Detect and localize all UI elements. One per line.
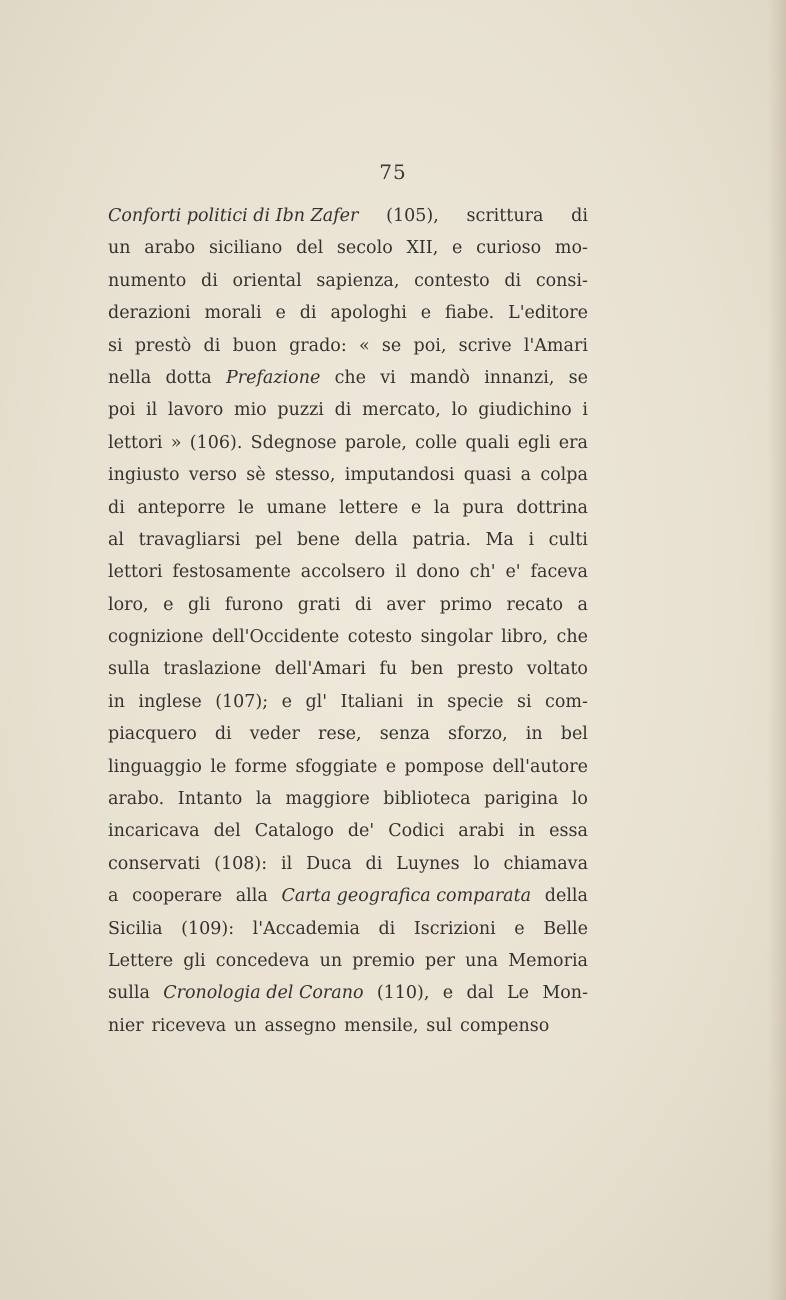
text-word: curioso — [476, 238, 542, 259]
text-word: Conforti politici di Ibn Zafer — [108, 206, 359, 226]
text-word: presto — [456, 659, 514, 680]
text-word: numento — [108, 270, 187, 291]
text-word: e' — [505, 562, 521, 583]
text-word: di — [201, 270, 218, 291]
text-word: il — [395, 562, 407, 583]
text-word: di — [108, 497, 125, 518]
text-word: l'Accademia — [252, 918, 360, 939]
text-word: si — [108, 335, 123, 356]
text-line — [108, 200, 588, 232]
text-word: al — [108, 529, 125, 550]
text-line — [108, 589, 588, 621]
text-word: patria. — [412, 529, 471, 550]
text-word: oriental — [232, 270, 302, 291]
text-word: Le — [507, 983, 530, 1004]
text-word: arabo. — [108, 789, 165, 810]
text-word: umane — [266, 497, 327, 518]
text-word: poi, — [413, 335, 447, 356]
text-line — [108, 556, 588, 588]
text-word: arabi — [458, 821, 505, 842]
text-word: sul — [426, 1015, 453, 1036]
page-edge-shadow — [768, 0, 786, 1300]
text-word: i — [528, 529, 535, 550]
text-line — [108, 427, 588, 459]
text-line — [108, 394, 588, 426]
text-word: di — [354, 594, 372, 615]
text-word: lo — [473, 853, 490, 874]
text-word: chiamava — [503, 853, 588, 874]
text-line — [108, 945, 588, 977]
text-word: de' — [347, 821, 375, 842]
text-word: Catalogo — [254, 821, 334, 842]
text-word: della — [354, 529, 398, 550]
text-word: pel — [255, 529, 283, 550]
text-word: ingiusto — [108, 465, 180, 486]
page-number: 75 — [379, 160, 407, 184]
text-word: ch' — [469, 562, 496, 583]
text-word: il — [146, 400, 158, 421]
text-word: Cronologia del Corano — [163, 983, 364, 1004]
text-line — [108, 330, 588, 362]
text-word: in — [518, 821, 536, 842]
text-word: di — [378, 918, 396, 939]
text-word: e — [281, 691, 292, 712]
text-word: ben — [410, 659, 444, 680]
text-word: colle — [415, 432, 458, 453]
text-word: cotesto — [347, 627, 413, 648]
text-word: gli — [183, 950, 206, 971]
text-word: e — [275, 303, 286, 324]
text-line — [108, 718, 588, 750]
text-word: accolsero — [300, 562, 386, 583]
text-word: colpa — [540, 465, 588, 486]
text-word: dottrina — [516, 497, 588, 518]
text-word: una — [465, 950, 499, 971]
text-word: (110), — [376, 983, 430, 1004]
text-word: lettere — [339, 497, 399, 518]
text-word: lo — [451, 400, 468, 421]
text-line — [108, 621, 588, 653]
text-word: incaricava — [108, 821, 200, 842]
text-word: nier — [108, 1015, 144, 1036]
text-word: e — [163, 594, 174, 615]
text-word: voltato — [526, 659, 588, 680]
text-word: in — [525, 724, 543, 745]
text-word: (107); — [215, 691, 269, 712]
text-word: conservati — [108, 853, 201, 874]
text-word: e — [452, 238, 463, 259]
text-word: un — [319, 950, 343, 971]
text-word: di — [203, 335, 221, 356]
text-word: poi — [108, 400, 136, 421]
text-word: maggiore — [285, 789, 370, 810]
text-word: rese, — [317, 724, 362, 745]
body-text — [108, 200, 588, 1042]
text-word: le — [237, 497, 254, 518]
text-word: (106). — [189, 432, 243, 453]
text-word: siciliano — [208, 238, 283, 259]
text-word: per — [425, 950, 455, 971]
text-word: XII, — [406, 238, 439, 259]
text-word: lettori — [108, 562, 163, 583]
text-word: » — [170, 432, 182, 453]
text-word: Sdegnose — [250, 432, 337, 453]
text-word: di — [504, 270, 522, 291]
text-word: in — [416, 691, 434, 712]
text-word: derazioni — [108, 303, 191, 324]
text-word: e — [442, 983, 454, 1004]
text-word: mercato, — [362, 400, 441, 421]
text-word: e — [514, 918, 525, 939]
text-word: si — [516, 691, 532, 712]
text-word: Belle — [543, 918, 588, 939]
text-line — [108, 686, 588, 718]
text-word: mandò — [409, 367, 470, 388]
text-line — [108, 362, 588, 394]
text-word: furono — [224, 594, 284, 615]
text-word: pura — [462, 497, 504, 518]
text-word: cognizione — [108, 627, 204, 648]
text-word: puzzi — [277, 400, 324, 421]
text-word: giudichino — [478, 400, 572, 421]
text-word: e — [410, 497, 422, 518]
text-word: mio — [233, 400, 267, 421]
text-word: concedeva — [215, 950, 310, 971]
text-word: era — [558, 432, 588, 453]
text-word: bene — [296, 529, 340, 550]
text-word: Sicilia — [108, 918, 163, 939]
text-word: scrittura — [466, 206, 544, 226]
text-word: scrive — [458, 335, 512, 356]
text-word: Lettere — [108, 950, 174, 971]
text-word: di — [334, 400, 352, 421]
text-word: stesso, — [274, 465, 336, 486]
text-word: e — [420, 303, 432, 324]
text-word: un — [234, 1015, 257, 1036]
text-word: i — [582, 400, 588, 421]
text-word: parole, — [344, 432, 407, 453]
text-line — [108, 913, 588, 945]
text-word: Intanto — [177, 789, 243, 810]
text-word: Iscrizioni — [413, 918, 496, 939]
text-line — [108, 977, 588, 1009]
text-word: travagliarsi — [138, 529, 241, 550]
text-word: di — [571, 206, 588, 226]
text-word: Carta geografica comparata — [281, 886, 532, 907]
text-word: a — [108, 886, 119, 907]
text-word: biblioteca — [383, 789, 471, 810]
text-word: nella — [108, 367, 152, 388]
text-word: singolar — [420, 627, 493, 648]
text-word: festosamente — [172, 562, 291, 583]
text-line — [108, 459, 588, 491]
text-word: specie — [447, 691, 504, 712]
text-word: e — [385, 756, 397, 777]
text-word: egli — [517, 432, 551, 453]
text-word: di — [214, 724, 232, 745]
text-word: bel — [560, 724, 588, 745]
text-word: L'editore — [508, 303, 588, 324]
text-word: un — [108, 238, 131, 259]
text-word: sfoggiate — [295, 756, 378, 777]
text-word: anteporre — [137, 497, 226, 518]
text-word: lo — [571, 789, 588, 810]
text-word: Italiani — [340, 691, 404, 712]
text-word: Memoria — [508, 950, 588, 971]
text-word: della — [544, 886, 588, 907]
text-word: a — [520, 465, 532, 486]
text-word: traslazione — [163, 659, 262, 680]
text-word: morali — [204, 303, 262, 324]
text-word: loro, — [108, 594, 149, 615]
text-word: dal — [466, 983, 494, 1004]
text-word: dell'Occidente — [211, 627, 340, 648]
text-word: sapienza, — [316, 270, 400, 291]
text-word: lettori — [108, 432, 163, 453]
text-word: di — [365, 853, 383, 874]
text-word: quasi — [463, 465, 512, 486]
text-line — [108, 1010, 588, 1042]
text-word: parigina — [484, 789, 559, 810]
text-line — [108, 653, 588, 685]
text-word: sforzo, — [448, 724, 508, 745]
text-word: vi — [380, 367, 396, 388]
text-word: pompose — [404, 756, 484, 777]
text-word: in — [108, 691, 125, 712]
text-word: recato — [506, 594, 564, 615]
text-word: piacquero — [108, 724, 197, 745]
text-word: premio — [352, 950, 415, 971]
text-word: senza — [379, 724, 430, 745]
text-word: fu — [379, 659, 398, 680]
text-word: alla — [235, 886, 268, 907]
text-line — [108, 492, 588, 524]
text-word: il — [281, 853, 293, 874]
text-word: arabo — [144, 238, 196, 259]
text-word: inglese — [138, 691, 202, 712]
text-word: (108): — [214, 853, 268, 874]
text-word: grado: — [289, 335, 347, 356]
text-word: apologhi — [330, 303, 407, 324]
text-word: faceva — [530, 562, 588, 583]
text-word: (109): — [181, 918, 235, 939]
text-word: dono — [416, 562, 460, 583]
text-word: Prefazione — [225, 367, 321, 388]
text-word: aver — [386, 594, 426, 615]
text-word: fiabe. — [444, 303, 495, 324]
text-word: forme — [234, 756, 288, 777]
text-line — [108, 880, 588, 912]
text-line — [108, 232, 588, 264]
text-word: libro, — [501, 627, 548, 648]
text-word: veder — [249, 724, 300, 745]
text-word: cooperare — [132, 886, 223, 907]
text-word: la — [255, 789, 272, 810]
text-line — [108, 751, 588, 783]
text-word: sè — [246, 465, 266, 486]
text-word: del — [296, 238, 324, 259]
text-word: le — [210, 756, 227, 777]
text-word: contesto — [414, 270, 490, 291]
text-word: dell'Amari — [274, 659, 366, 680]
text-word: compenso — [460, 1015, 550, 1036]
text-word: lavoro — [167, 400, 224, 421]
text-word: primo — [439, 594, 493, 615]
text-word: che — [334, 367, 366, 388]
text-word: Luynes — [396, 853, 460, 874]
text-word: prestò — [134, 335, 192, 356]
text-word: (105), — [386, 206, 439, 226]
text-word: Codici — [388, 821, 445, 842]
text-word: gl' — [305, 691, 328, 712]
text-word: Ma — [485, 529, 514, 550]
text-word: imputandosi — [344, 465, 455, 486]
text-word: buon — [232, 335, 277, 356]
text-word: mensile, — [344, 1015, 419, 1036]
text-word: la — [433, 497, 450, 518]
text-word: l'Amari — [523, 335, 588, 356]
text-word: Mon- — [542, 983, 588, 1004]
text-word: Duca — [306, 853, 352, 874]
text-word: dell'autore — [492, 756, 588, 777]
text-word: verso — [188, 465, 237, 486]
text-word: essa — [549, 821, 588, 842]
text-word: sulla — [108, 983, 150, 1004]
text-word: del — [213, 821, 241, 842]
text-word: assegno — [264, 1015, 337, 1036]
text-word: innanzi, — [484, 367, 555, 388]
text-word: com- — [545, 691, 588, 712]
text-word: culti — [548, 529, 588, 550]
text-word: se — [568, 367, 588, 388]
text-word: dotta — [165, 367, 212, 388]
text-word: quali — [465, 432, 510, 453]
text-word: a — [577, 594, 588, 615]
text-line — [108, 848, 588, 880]
text-line — [108, 783, 588, 815]
text-word: che — [556, 627, 588, 648]
text-line — [108, 265, 588, 297]
text-word: grati — [297, 594, 341, 615]
text-word: sulla — [108, 659, 150, 680]
text-line — [108, 815, 588, 847]
text-line — [108, 524, 588, 556]
text-word: gli — [187, 594, 211, 615]
text-word: « — [358, 335, 370, 356]
text-line — [108, 297, 588, 329]
text-word: linguaggio — [108, 756, 202, 777]
text-word: riceveva — [151, 1015, 227, 1036]
text-word: mo- — [554, 238, 588, 259]
text-word: secolo — [336, 238, 393, 259]
text-word: consi- — [535, 270, 588, 291]
text-word: se — [381, 335, 402, 356]
text-word: di — [299, 303, 317, 324]
